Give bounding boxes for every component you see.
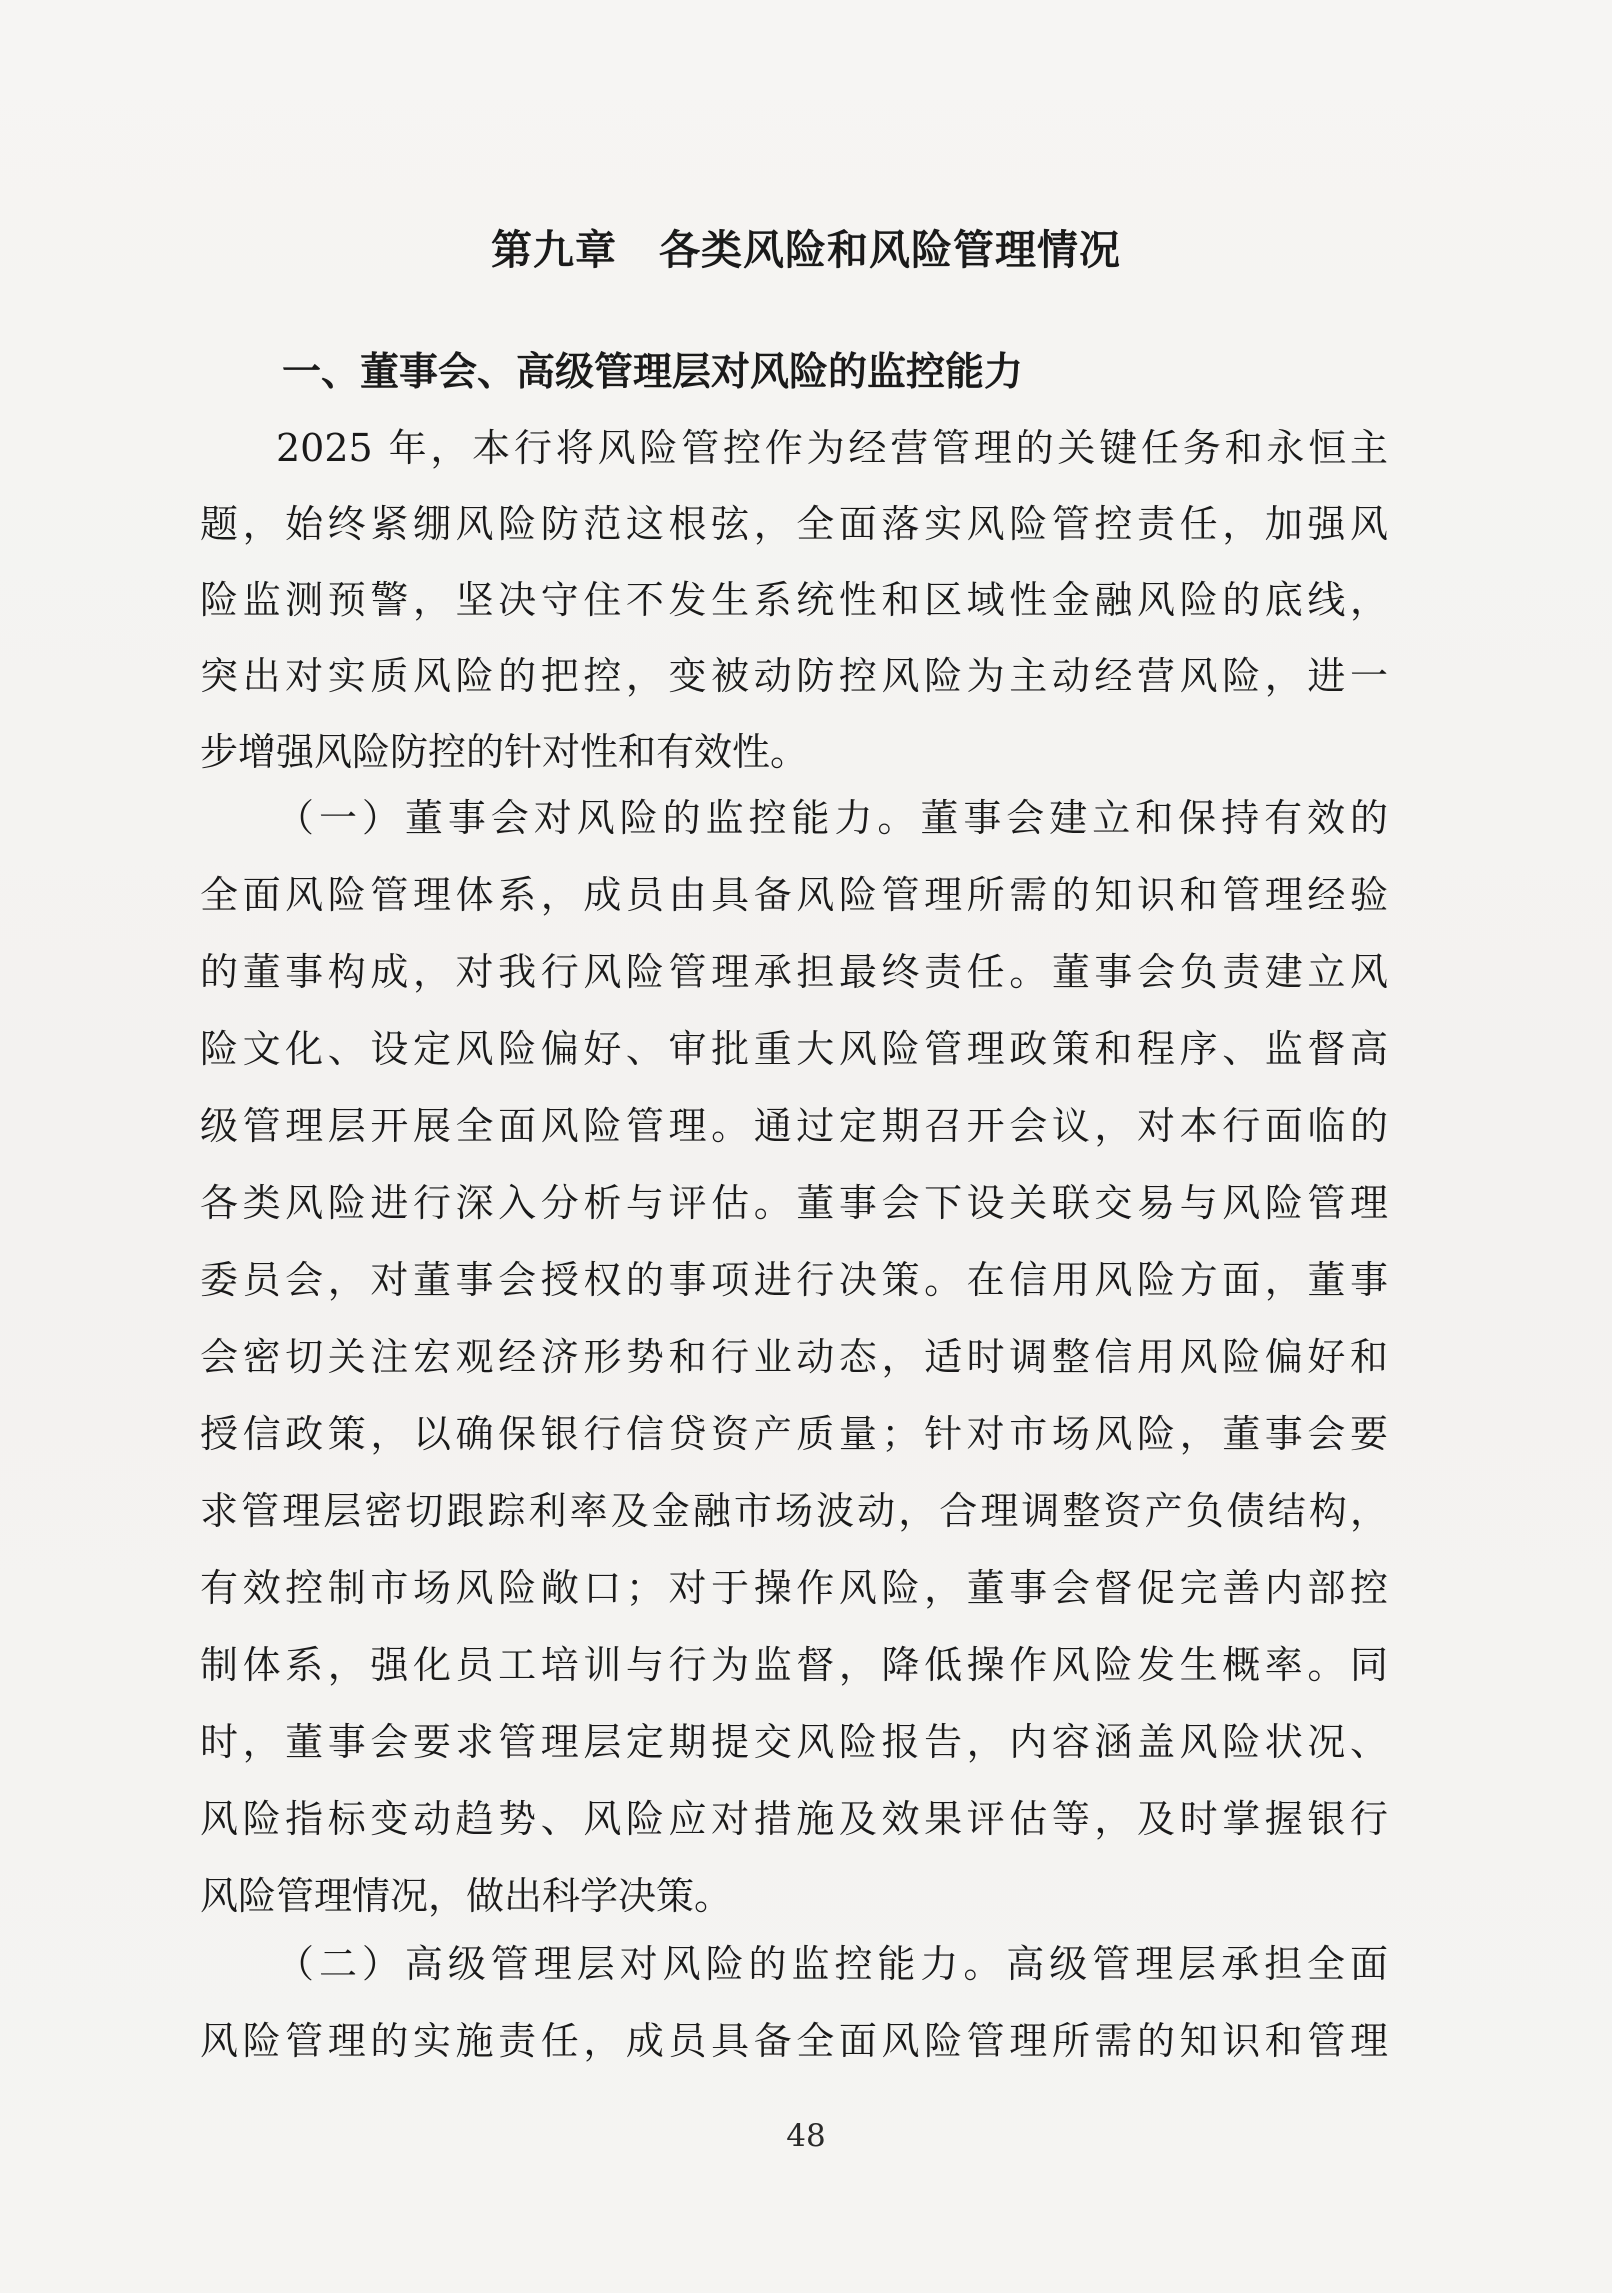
- body-text-line: （二）高级管理层对风险的监控能力。高级管理层承担全面: [276, 1942, 1388, 1986]
- body-text-line: 级管理层开展全面风险管理。通过定期召开会议，对本行面临的: [200, 1104, 1388, 1148]
- page-number: 48: [786, 2118, 826, 2154]
- body-text-line: （一）董事会对风险的监控能力。董事会建立和保持有效的: [276, 796, 1388, 840]
- body-text-line: 有效控制市场风险敞口；对于操作风险，董事会督促完善内部控: [200, 1566, 1388, 1610]
- body-text-line: 险文化、设定风险偏好、审批重大风险管理政策和程序、监督高: [200, 1027, 1388, 1071]
- body-text-line: 授信政策，以确保银行信贷资产质量；针对市场风险，董事会要: [200, 1412, 1388, 1456]
- body-text-line: 风险管理的实施责任，成员具备全面风险管理所需的知识和管理: [200, 2019, 1388, 2063]
- body-text-line: 会密切关注宏观经济形势和行业动态，适时调整信用风险偏好和: [200, 1335, 1388, 1379]
- body-text-line: 2025 年，本行将风险管控作为经营管理的关键任务和永恒主: [276, 426, 1388, 470]
- body-text-line: 全面风险管理体系，成员由具备风险管理所需的知识和管理经验: [200, 873, 1388, 917]
- chapter-title: 第九章 各类风险和风险管理情况: [491, 226, 1121, 274]
- body-text-line: 制体系，强化员工培训与行为监督，降低操作风险发生概率。同: [200, 1643, 1388, 1687]
- body-text-line: 委员会，对董事会授权的事项进行决策。在信用风险方面，董事: [200, 1258, 1388, 1302]
- body-text-line: 各类风险进行深入分析与评估。董事会下设关联交易与风险管理: [200, 1181, 1388, 1225]
- body-text-line: 风险管理情况，做出科学决策。: [200, 1874, 733, 1918]
- section-title: 一、董事会、高级管理层对风险的监控能力: [282, 350, 1024, 395]
- body-text-line: 险监测预警，坚决守住不发生系统性和区域性金融风险的底线，: [200, 578, 1388, 622]
- body-text-line: 的董事构成，对我行风险管理承担最终责任。董事会负责建立风: [200, 950, 1388, 994]
- body-text-line: 时，董事会要求管理层定期提交风险报告，内容涵盖风险状况、: [200, 1720, 1388, 1764]
- body-text-line: 风险指标变动趋势、风险应对措施及效果评估等，及时掌握银行: [200, 1797, 1388, 1841]
- body-text-line: 突出对实质风险的把控，变被动防控风险为主动经营风险，进一: [200, 654, 1388, 698]
- body-text-line: 求管理层密切跟踪利率及金融市场波动，合理调整资产负债结构，: [200, 1489, 1388, 1533]
- body-text-line: 题，始终紧绷风险防范这根弦，全面落实风险管控责任，加强风: [200, 502, 1388, 546]
- body-text-line: 步增强风险防控的针对性和有效性。: [200, 730, 809, 774]
